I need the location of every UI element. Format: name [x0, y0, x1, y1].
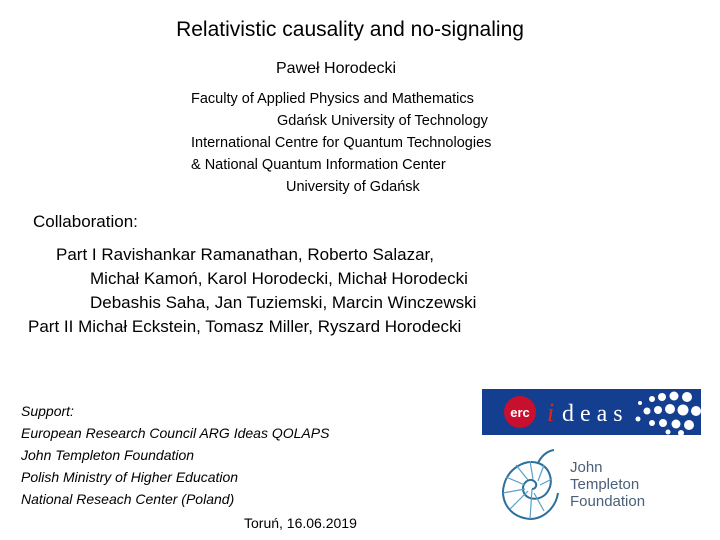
page-title: Relativistic causality and no-signaling — [176, 18, 524, 41]
dot-pattern-icon — [636, 392, 702, 436]
jtf-word-templeton: Templeton — [570, 476, 640, 493]
nautilus-shell-icon — [498, 447, 562, 525]
jtf-wordmark — [570, 459, 645, 510]
affiliation-line-3: International Centre for Quantum Technologies — [191, 135, 492, 151]
affiliation-line-1: Faculty of Applied Physics and Mathematics — [191, 91, 474, 107]
affiliation-line-5: University of Gdańsk — [286, 179, 420, 195]
collaboration-line-1: Part I Ravishankar Ramanathan, Roberto Salazar, — [56, 245, 434, 264]
support-line-2: John Templeton Foundation — [21, 447, 195, 463]
affiliation-line-4: & National Quantum Information Center — [191, 157, 446, 173]
ideas-word: deas — [562, 401, 629, 427]
erc-ideas-logo — [482, 389, 701, 435]
collaboration-line-3: Debashis Saha, Jan Tuziemski, Marcin Winczewski — [90, 293, 477, 312]
collaboration-line-4: Part II Michał Eckstein, Tomasz Miller, Ryszard Horodecki — [28, 317, 462, 336]
john-templeton-foundation-logo — [498, 447, 698, 525]
erc-ideas-logo-graphic — [482, 389, 701, 435]
support-line-1: European Research Council ARG Ideas QOLAPS — [21, 425, 330, 441]
support-heading: Support: — [21, 403, 74, 419]
ideas-i-letter: i — [547, 398, 555, 427]
support-line-4: National Reseach Center (Poland) — [21, 491, 235, 507]
collaboration-heading: Collaboration: — [33, 212, 138, 231]
erc-badge-text: erc — [510, 405, 530, 420]
affiliation-line-2: Gdańsk University of Technology — [277, 113, 488, 129]
support-line-3: Polish Ministry of Higher Education — [21, 469, 239, 485]
jtf-word-john: John — [570, 459, 603, 476]
author-name: Paweł Horodecki — [276, 60, 397, 77]
collaboration-line-2: Michał Kamoń, Karol Horodecki, Michał Horodecki — [90, 269, 468, 288]
date-location: Toruń, 16.06.2019 — [244, 515, 357, 531]
jtf-word-foundation: Foundation — [570, 493, 646, 510]
